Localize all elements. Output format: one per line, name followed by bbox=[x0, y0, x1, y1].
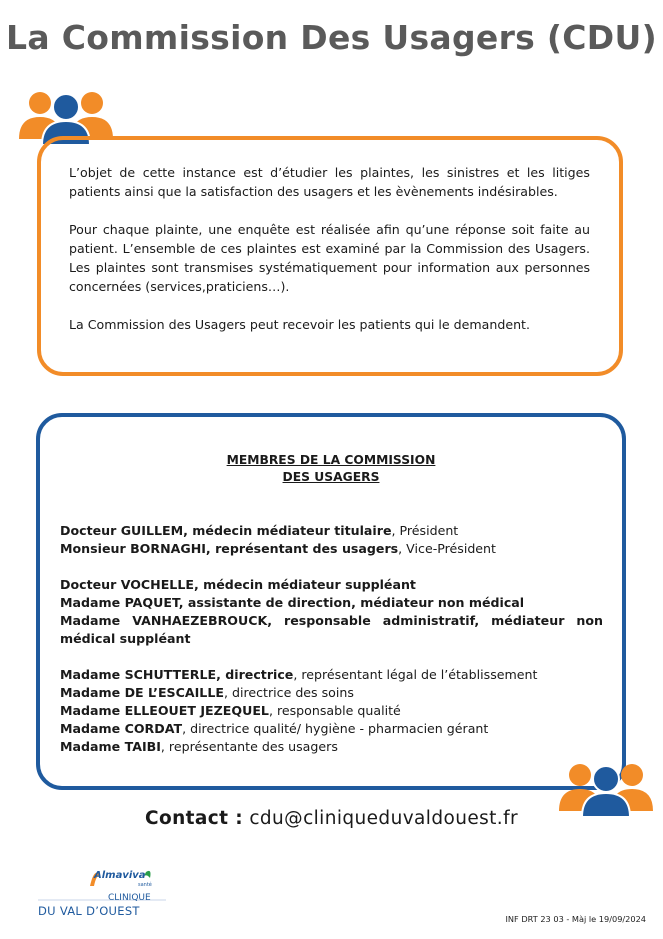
logo-name: DU VAL D’OUEST bbox=[38, 904, 140, 918]
contact-label: Contact : bbox=[145, 808, 244, 829]
member-item: Madame VANHAEZEBROUCK, responsable administratif, médiateur non médical suppléant bbox=[60, 613, 603, 646]
member-item: Madame ELLEOUET JEZEQUEL, responsable qualité bbox=[60, 703, 401, 718]
member-item: Docteur GUILLEM, médecin médiateur titulaire, Président bbox=[60, 523, 459, 538]
logo-brand-sub: santé bbox=[138, 882, 152, 888]
member-item: Madame SCHUTTERLE, directrice, représentant légal de l’établissement bbox=[60, 667, 538, 682]
member-item: Madame PAQUET, assistante de direction, médiateur non médical bbox=[60, 595, 525, 610]
members-heading: MEMBRES DE LA COMMISSION DES USAGERS bbox=[226, 453, 436, 484]
page-title: La Commission Des Usagers (CDU) bbox=[6, 18, 657, 57]
member-item: Madame TAIBI, représentante des usagers bbox=[60, 739, 338, 754]
member-item: Madame DE L’ESCAILLE, directrice des soins bbox=[60, 685, 354, 700]
intro-paragraph: La Commission des Usagers peut recevoir les patients qui le demandent. bbox=[69, 317, 530, 332]
logo-clinique: CLINIQUE bbox=[108, 893, 151, 903]
member-item: Madame CORDAT, directrice qualité/ hygiène - pharmacien gérant bbox=[60, 721, 489, 736]
intro-paragraph: L’objet de cette instance est d’étudier les plaintes, les sinistres et les litiges patients ainsi que la satisfaction des usagers et les èvènements indésirables. bbox=[69, 165, 590, 199]
clinic-logo bbox=[38, 864, 168, 924]
contact-line bbox=[0, 808, 663, 829]
logo-brand: Almaviva bbox=[94, 870, 146, 881]
member-item: Monsieur BORNAGHI, représentant des usagers, Vice-Président bbox=[60, 541, 496, 556]
contact-email-link[interactable]: cdu@cliniqueduvaldouest.fr bbox=[249, 808, 518, 829]
document-reference: INF DRT 23 03 - Màj le 19/09/2024 bbox=[505, 914, 646, 924]
member-item: Docteur VOCHELLE, médecin médiateur suppléant bbox=[60, 577, 416, 592]
intro-text bbox=[69, 163, 590, 353]
members-list bbox=[60, 522, 603, 756]
intro-paragraph: Pour chaque plainte, une enquête est réalisée afin qu’une réponse soit faite au patient. L’ensemble de ces plaintes est examiné par la Commission des Usagers. Les plaintes sont transmises systématiquement pour information aux personnes concernées (services,praticiens…). bbox=[69, 222, 590, 294]
